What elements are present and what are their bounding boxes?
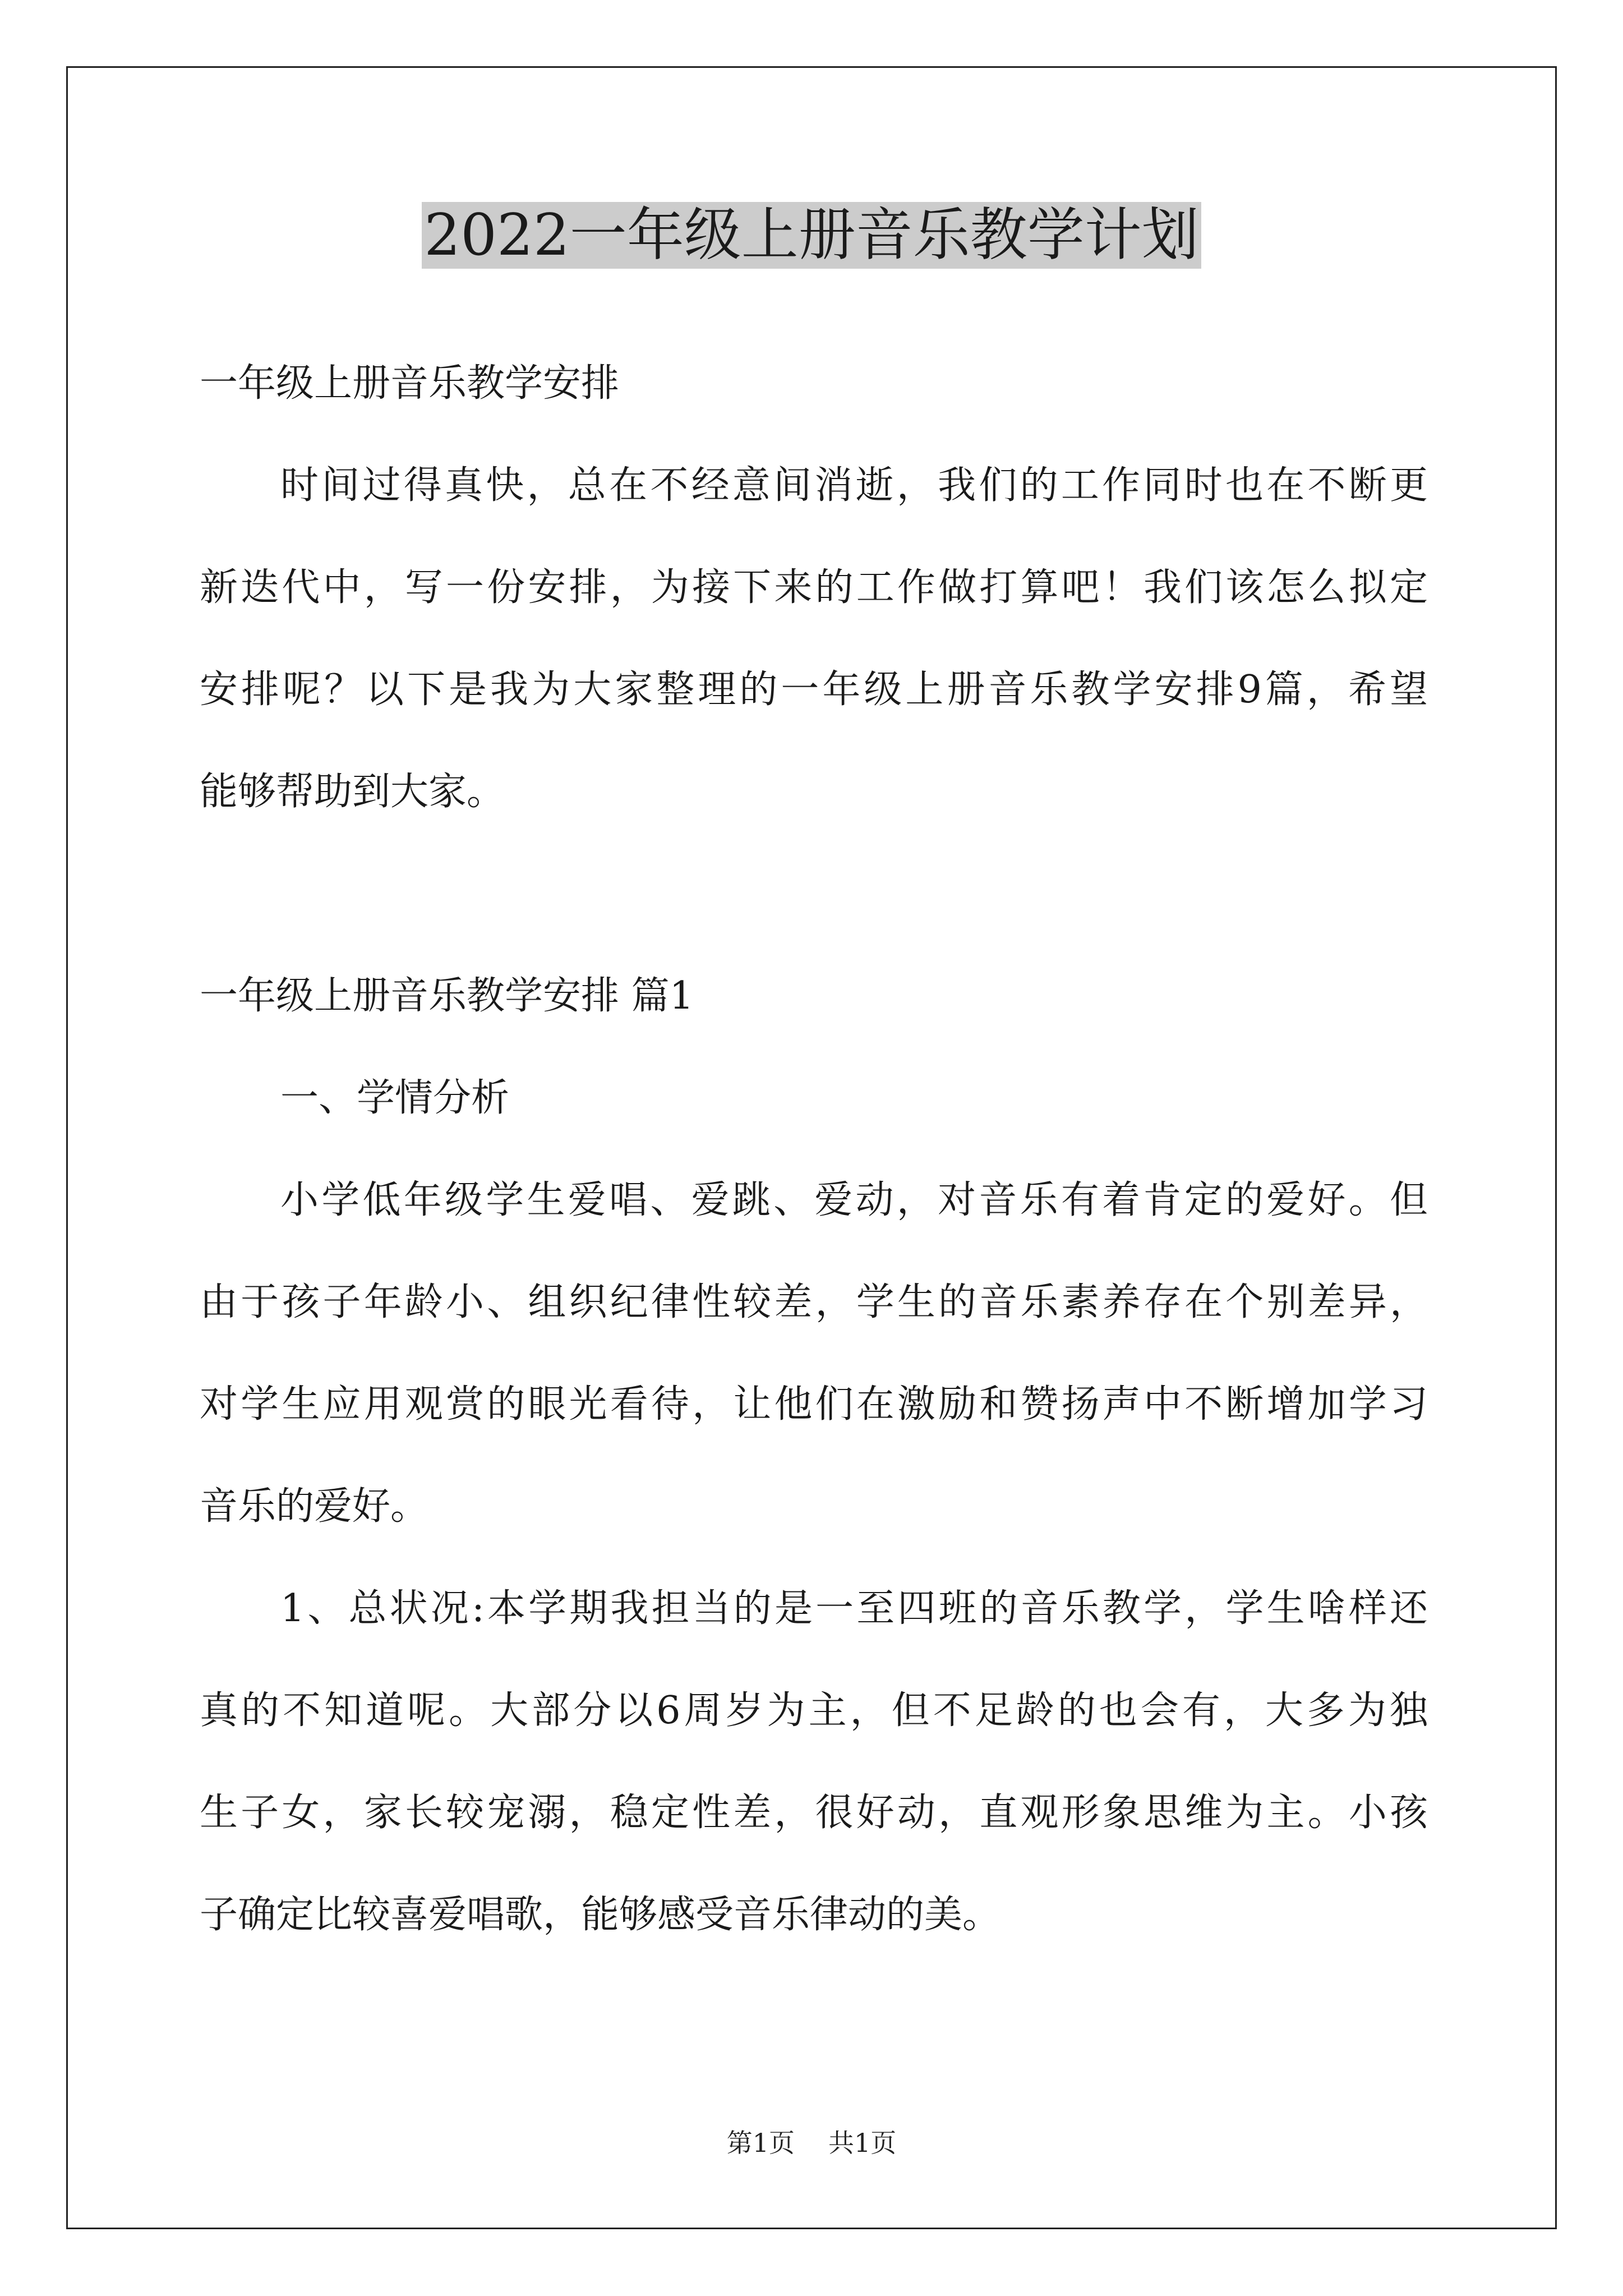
part-heading: 一年级上册音乐教学安排 篇1: [200, 974, 694, 1018]
paragraph2-line-3: 生子女，家长较宠溺，稳定性差，很好动，直观形象思维为主。小孩: [200, 1791, 1428, 1835]
subheading: 一、学情分析: [280, 1076, 510, 1120]
page-total: 共1页: [828, 2128, 897, 2158]
section-heading: 一年级上册音乐教学安排: [200, 361, 620, 406]
intro-line-3: 安排呢？以下是我为大家整理的一年级上册音乐教学安排9篇，希望: [200, 668, 1428, 712]
page-footer: [0, 2126, 1623, 2160]
paragraph1-line-2: 由于孩子年龄小、组织纪律性较差，学生的音乐素养存在个别差异，: [200, 1280, 1428, 1324]
paragraph1-line-1: 小学低年级学生爱唱、爱跳、爱动，对音乐有着肯定的爱好。但: [280, 1178, 1428, 1222]
intro-line-4: 能够帮助到大家。: [200, 770, 505, 814]
document-title: [0, 196, 1623, 275]
paragraph2-line-2: 真的不知道呢。大部分以6周岁为主，但不足龄的也会有，大多为独: [200, 1688, 1428, 1733]
paragraph2-line-4: 子确定比较喜爱唱歌，能够感受音乐律动的美。: [200, 1893, 1001, 1937]
paragraph2-line-1: 1、总状况:本学期我担当的是一至四班的音乐教学，学生啥样还: [280, 1586, 1428, 1631]
intro-line-1: 时间过得真快，总在不经意间消逝，我们的工作同时也在不断更: [280, 463, 1428, 508]
paragraph1-line-3: 对学生应用观赏的眼光看待，让他们在激励和赞扬声中不断增加学习: [200, 1382, 1428, 1427]
document-title-text: 2022一年级上册音乐教学计划: [422, 202, 1201, 269]
intro-line-2: 新迭代中，写一份安排，为接下来的工作做打算吧！我们该怎么拟定: [200, 565, 1428, 610]
paragraph1-line-4: 音乐的爱好。: [200, 1484, 429, 1529]
page-number: 第1页: [726, 2128, 795, 2158]
